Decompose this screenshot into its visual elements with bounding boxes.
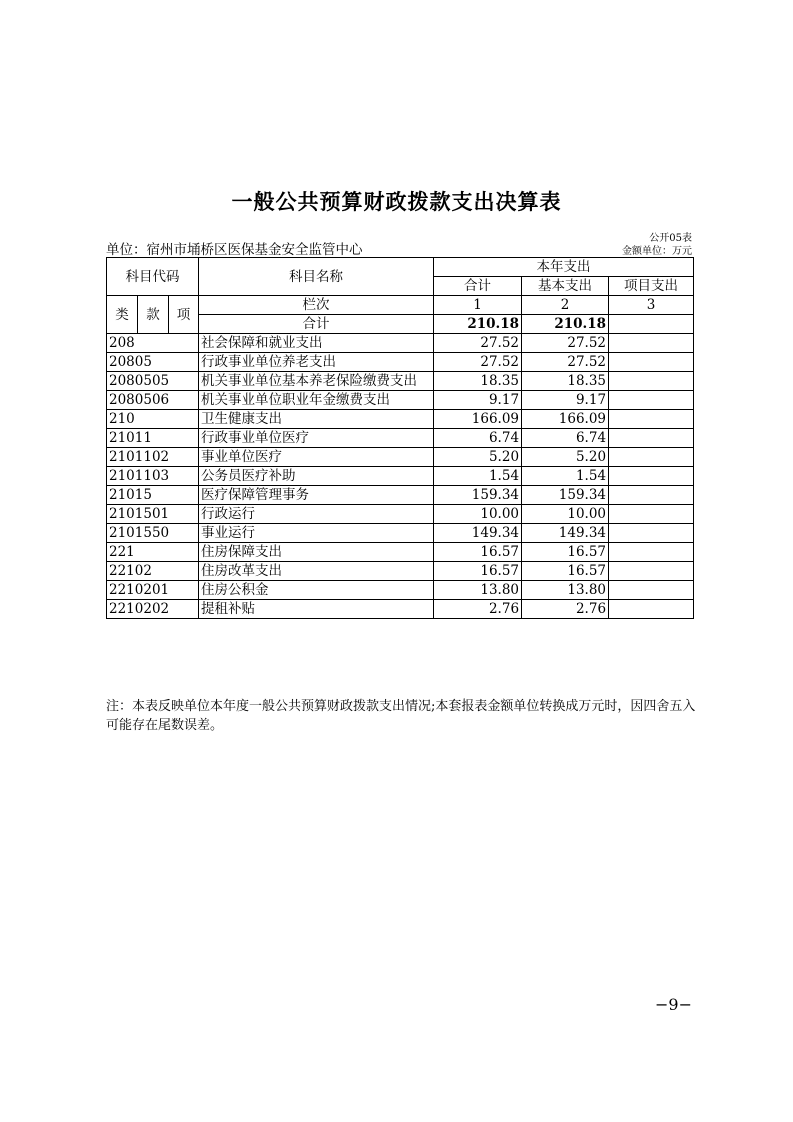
header-lei: 类: [107, 296, 138, 334]
row-project: [609, 524, 694, 543]
header-lanci: 栏次: [199, 296, 434, 315]
row-total: 159.34: [434, 486, 522, 505]
lanci-row: [107, 296, 694, 315]
header-row-1: [107, 258, 694, 277]
row-basic: 6.74: [522, 429, 609, 448]
sum-project: [609, 315, 694, 334]
row-code: 2080505: [107, 372, 199, 391]
form-number: 公开05表: [649, 233, 692, 244]
header-project: 项目支出: [609, 277, 694, 296]
row-project: [609, 600, 694, 619]
sum-basic: 210.18: [522, 315, 609, 334]
unit-name: 单位：宿州市埇桥区医保基金安全监管中心: [106, 242, 363, 258]
row-total: 1.54: [434, 467, 522, 486]
row-code: 21011: [107, 429, 199, 448]
row-total: 27.52: [434, 334, 522, 353]
col-number-3: 3: [609, 296, 694, 315]
row-project: [609, 543, 694, 562]
table-row: [107, 353, 694, 372]
header-xiang: 项: [169, 296, 199, 334]
row-total: 149.34: [434, 524, 522, 543]
row-total: 6.74: [434, 429, 522, 448]
row-name: 行政事业单位医疗: [199, 429, 434, 448]
row-total: 27.52: [434, 353, 522, 372]
row-name: 住房公积金: [199, 581, 434, 600]
table-row: [107, 467, 694, 486]
row-code: 208: [107, 334, 199, 353]
table-row: [107, 543, 694, 562]
footnote: 注：本表反映单位本年度一般公共预算财政拨款支出情况;本套报表金额单位转换成万元时，因四舍五入可能存在尾数误差。: [106, 699, 696, 733]
row-project: [609, 562, 694, 581]
row-name: 住房保障支出: [199, 543, 434, 562]
row-code: 2210202: [107, 600, 199, 619]
row-project: [609, 410, 694, 429]
row-project: [609, 429, 694, 448]
row-basic: 2.76: [522, 600, 609, 619]
row-code: 21015: [107, 486, 199, 505]
table-row: [107, 334, 694, 353]
row-total: 166.09: [434, 410, 522, 429]
sum-label: 合计: [199, 315, 434, 334]
row-code: 221: [107, 543, 199, 562]
row-project: [609, 391, 694, 410]
table-row: [107, 562, 694, 581]
row-code: 2101102: [107, 448, 199, 467]
page-number: −9−: [655, 995, 692, 1014]
row-basic: 16.57: [522, 543, 609, 562]
sum-total: 210.18: [434, 315, 522, 334]
row-name: 住房改革支出: [199, 562, 434, 581]
row-project: [609, 448, 694, 467]
row-total: 13.80: [434, 581, 522, 600]
row-name: 行政运行: [199, 505, 434, 524]
row-project: [609, 372, 694, 391]
row-code: 2101103: [107, 467, 199, 486]
row-code: 2101550: [107, 524, 199, 543]
header-code: 科目代码: [107, 258, 199, 296]
row-basic: 27.52: [522, 353, 609, 372]
row-total: 16.57: [434, 543, 522, 562]
table-row: [107, 486, 694, 505]
row-code: 2080506: [107, 391, 199, 410]
row-project: [609, 353, 694, 372]
row-name: 机关事业单位基本养老保险缴费支出: [199, 372, 434, 391]
row-project: [609, 467, 694, 486]
header-kuan: 款: [138, 296, 169, 334]
row-code: 20805: [107, 353, 199, 372]
header-name: 科目名称: [199, 258, 434, 296]
row-total: 16.57: [434, 562, 522, 581]
row-name: 公务员医疗补助: [199, 467, 434, 486]
row-code: 210: [107, 410, 199, 429]
row-project: [609, 334, 694, 353]
row-code: 22102: [107, 562, 199, 581]
row-total: 10.00: [434, 505, 522, 524]
expenditure-table: [106, 257, 694, 619]
table-row: [107, 448, 694, 467]
row-name: 医疗保障管理事务: [199, 486, 434, 505]
header-basic: 基本支出: [522, 277, 609, 296]
row-basic: 13.80: [522, 581, 609, 600]
row-total: 18.35: [434, 372, 522, 391]
row-basic: 166.09: [522, 410, 609, 429]
row-name: 机关事业单位职业年金缴费支出: [199, 391, 434, 410]
table-row: [107, 600, 694, 619]
row-name: 行政事业单位养老支出: [199, 353, 434, 372]
row-name: 社会保障和就业支出: [199, 334, 434, 353]
table-row: [107, 524, 694, 543]
table-row: [107, 372, 694, 391]
unit-line: [106, 240, 692, 258]
table-row: [107, 429, 694, 448]
row-code: 2101501: [107, 505, 199, 524]
header-total: 合计: [434, 277, 522, 296]
report-title: 一般公共预算财政拨款支出决算表: [231, 189, 562, 214]
table-row: [107, 410, 694, 429]
col-number-2: 2: [522, 296, 609, 315]
row-total: 2.76: [434, 600, 522, 619]
header-year-total: 本年支出: [434, 258, 694, 277]
row-basic: 18.35: [522, 372, 609, 391]
col-number-1: 1: [434, 296, 522, 315]
row-name: 事业运行: [199, 524, 434, 543]
row-basic: 10.00: [522, 505, 609, 524]
row-name: 提租补贴: [199, 600, 434, 619]
row-name: 事业单位医疗: [199, 448, 434, 467]
table-row: [107, 581, 694, 600]
table-row: [107, 391, 694, 410]
row-code: 2210201: [107, 581, 199, 600]
row-basic: 16.57: [522, 562, 609, 581]
row-basic: 1.54: [522, 467, 609, 486]
row-project: [609, 505, 694, 524]
row-project: [609, 486, 694, 505]
row-total: 9.17: [434, 391, 522, 410]
row-basic: 149.34: [522, 524, 609, 543]
row-basic: 159.34: [522, 486, 609, 505]
amount-unit: 金额单位：万元: [622, 246, 692, 257]
row-total: 5.20: [434, 448, 522, 467]
row-project: [609, 581, 694, 600]
row-basic: 5.20: [522, 448, 609, 467]
row-basic: 27.52: [522, 334, 609, 353]
row-name: 卫生健康支出: [199, 410, 434, 429]
table-row: [107, 505, 694, 524]
row-basic: 9.17: [522, 391, 609, 410]
